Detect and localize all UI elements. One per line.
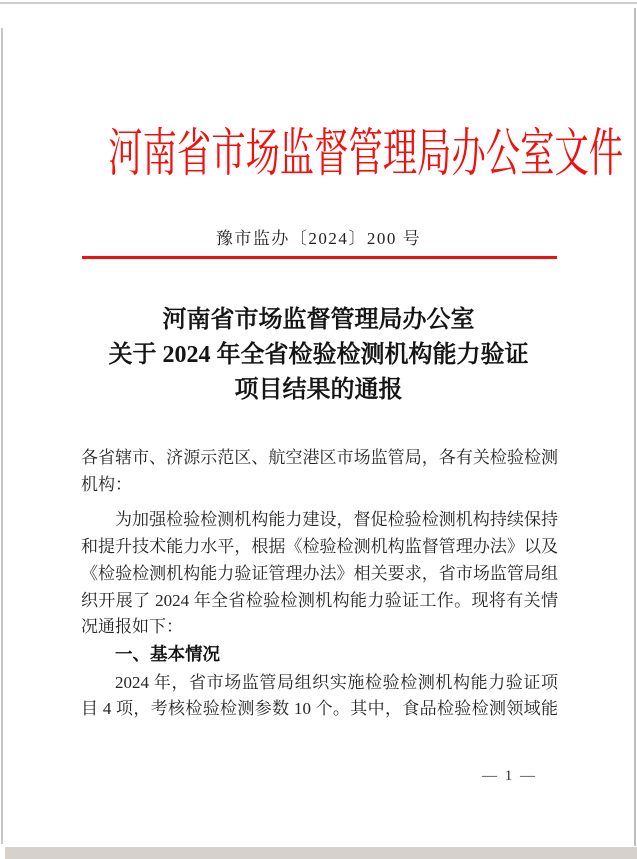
scan-edge-top bbox=[0, 2, 637, 4]
document-title-line: 河南省市场监督管理局办公室 bbox=[162, 307, 475, 333]
document-reference-number: 豫市监办〔2024〕200 号 bbox=[215, 229, 422, 248]
body-line-paragraph-end: 况通报如下： bbox=[81, 617, 183, 637]
red-separator-line bbox=[82, 256, 557, 259]
body-line-paragraph: 和提升技术能力水平，根据《检验检测机构监督管理办法》以及 bbox=[81, 537, 558, 557]
body-line-paragraph: 《检验检测机构能力验证管理办法》相关要求，省市场监管局组 bbox=[81, 563, 558, 583]
body-line-addressees-end: 机构： bbox=[81, 474, 132, 494]
document-title-line: 关于 2024 年全省检验检测机构能力验证 bbox=[108, 342, 529, 368]
scan-edge-bottom bbox=[5, 847, 637, 859]
document-header-agency-title: 河南省市场监督管理局办公室文件 bbox=[108, 126, 624, 183]
body-line-paragraph: 为加强检验检测机构能力建设，督促检验检测机构持续保持 bbox=[115, 510, 558, 530]
document-body bbox=[81, 445, 558, 723]
scan-edge-left bbox=[1, 28, 3, 844]
section-heading-basic-situation: 一、基本情况 bbox=[115, 643, 220, 664]
body-line-paragraph: 2024 年，省市场监管局组织实施检验检测机构能力验证项 bbox=[115, 672, 558, 692]
scan-edge-right bbox=[634, 8, 636, 846]
page-number: — 1 — bbox=[482, 768, 537, 784]
document-title-line: 项目结果的通报 bbox=[234, 377, 403, 403]
body-line-addressees: 各省辖市、济源示范区、航空港区市场监管局，各有关检验检测 bbox=[81, 448, 558, 467]
body-line-paragraph: 织开展了 2024 年全省检验检测机构能力验证工作。现将有关情 bbox=[81, 590, 558, 610]
document-title bbox=[0, 303, 637, 408]
body-line-paragraph: 目 4 项，考核检验检测参数 10 个。其中，食品检验检测领域能 bbox=[81, 699, 558, 719]
